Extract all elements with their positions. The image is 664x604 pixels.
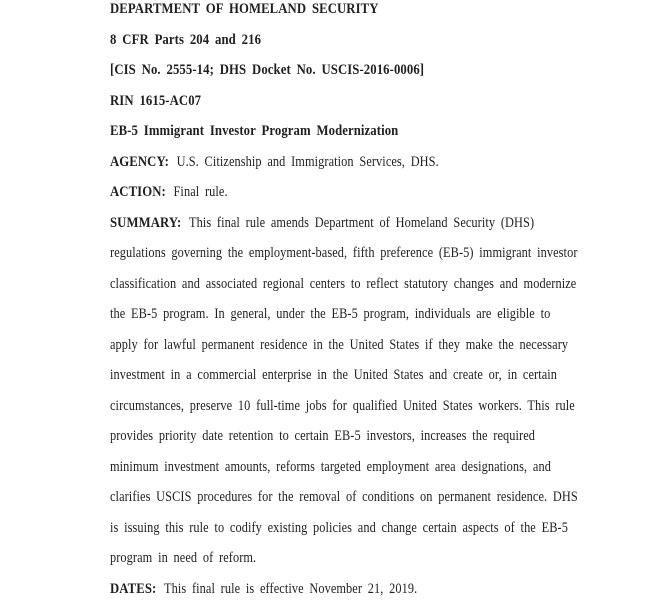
heading-cfr-parts: 8 CFR Parts 204 and 216 bbox=[110, 25, 583, 56]
action-text: Final rule. bbox=[173, 184, 227, 200]
agency-text: U.S. Citizenship and Immigration Services, DHS. bbox=[177, 154, 439, 170]
document-page bbox=[110, 0, 583, 604]
heading-department: DEPARTMENT OF HOMELAND SECURITY bbox=[110, 0, 583, 25]
dates-label: DATES: bbox=[110, 581, 156, 597]
dates-text: This final rule is effective November 21, 2019. bbox=[164, 581, 417, 597]
heading-rule-title: EB-5 Immigrant Investor Program Modernization bbox=[110, 116, 583, 147]
agency-label: AGENCY: bbox=[110, 154, 169, 170]
agency-line bbox=[110, 147, 583, 178]
heading-rin: RIN 1615-AC07 bbox=[110, 86, 583, 117]
action-label: ACTION: bbox=[110, 184, 166, 200]
action-line bbox=[110, 177, 583, 208]
summary-text: This final rule amends Department of Homeland Security (DHS) regulations governing the employment-based, fifth preference (EB-5) immigrant investor classification and associated regional centers to reflect statutory changes and modernize the EB-5 program. In general, under the EB-5 program, individuals are eligible to apply for lawful permanent residence in the United States if they make the necessary investment in a commercial enterprise in the United States and create or, in certain circumstances, preserve 10 full-time jobs for qualified United States workers. This rule provides priority date retention to certain EB-5 investors, increases the required minimum investment amounts, reforms targeted employment area designations, and clarifies USCIS procedures for the removal of conditions on permanent residence. DHS is issuing this rule to codify existing policies and change certain aspects of the EB-5 program in need of reform. bbox=[110, 215, 578, 567]
heading-docket-number: [CIS No. 2555-14; DHS Docket No. USCIS-2016-0006] bbox=[110, 55, 583, 86]
summary-label: SUMMARY: bbox=[110, 215, 181, 231]
summary-paragraph bbox=[110, 208, 583, 574]
dates-line bbox=[110, 574, 583, 604]
